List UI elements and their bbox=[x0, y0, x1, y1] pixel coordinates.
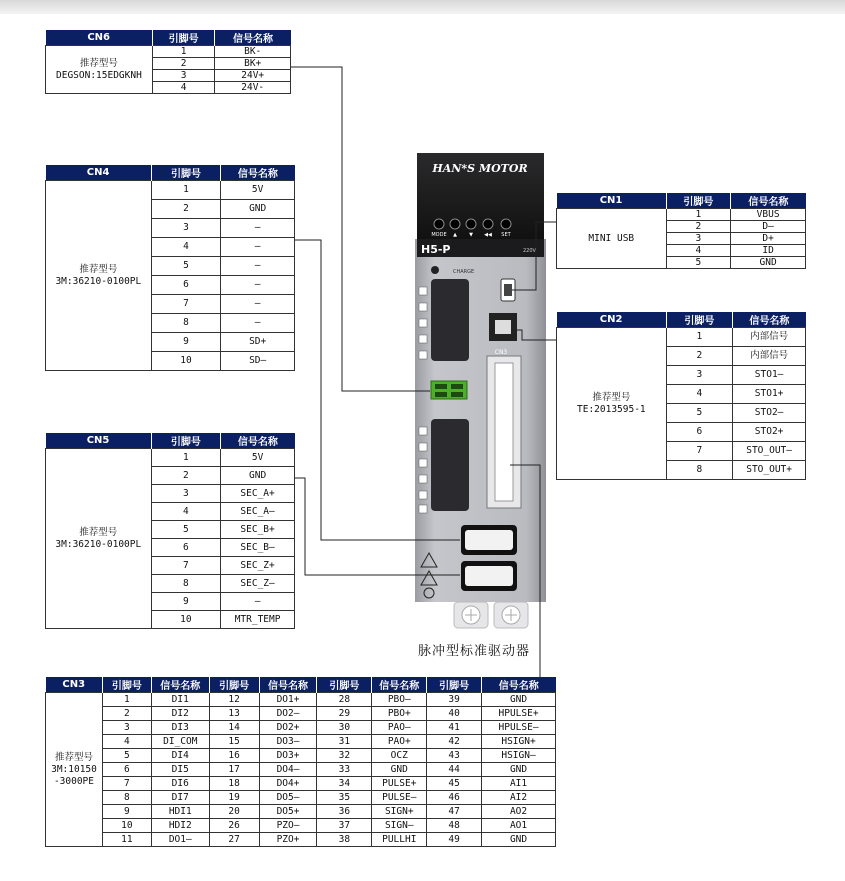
signal-name-cell: – bbox=[221, 238, 295, 257]
cn3-leader-line bbox=[510, 465, 540, 677]
pin-number-cell: 3 bbox=[152, 70, 215, 82]
pin-number-cell: 4 bbox=[666, 385, 733, 404]
pin-number-cell: 27 bbox=[209, 833, 259, 847]
signal-name-cell: 24V+ bbox=[215, 70, 291, 82]
signal-name-cell: DO2– bbox=[259, 707, 317, 721]
signal-name-cell: 5V bbox=[221, 449, 295, 467]
signal-name-cell: STO1+ bbox=[733, 385, 806, 404]
signal-name-cell: AO1 bbox=[482, 819, 556, 833]
model-name: MINI USB bbox=[588, 232, 635, 244]
signal-name-cell: HSIGN– bbox=[482, 749, 556, 763]
signal-name-cell: DI6 bbox=[151, 777, 209, 791]
cn6-name-header: CN6 bbox=[46, 30, 153, 46]
pin-header: 引脚号 bbox=[666, 193, 731, 209]
pin-number-cell: 41 bbox=[427, 721, 482, 735]
signal-name-cell: GND bbox=[482, 763, 556, 777]
pin-number-cell: 1 bbox=[666, 209, 731, 221]
pin-number-cell: 32 bbox=[317, 749, 372, 763]
signal-name-cell: D+ bbox=[731, 233, 806, 245]
signal-name-cell: SEC_B– bbox=[221, 539, 295, 557]
pin-number-cell: 8 bbox=[151, 575, 221, 593]
signal-header: 信号名称 bbox=[482, 677, 556, 693]
drive-caption: 脉冲型标准驱动器 bbox=[418, 644, 531, 659]
cn5-leader-line bbox=[295, 478, 460, 575]
signal-name-cell: STO_OUT+ bbox=[733, 461, 806, 480]
pin-number-cell: 38 bbox=[317, 833, 372, 847]
pin-number-cell: 15 bbox=[209, 735, 259, 749]
pin-number-cell: 8 bbox=[102, 791, 151, 805]
pin-number-cell: 40 bbox=[427, 707, 482, 721]
set-button-label: SET bbox=[501, 232, 511, 238]
signal-name-cell: 内部信号 bbox=[733, 347, 806, 366]
pin-number-cell: 19 bbox=[209, 791, 259, 805]
pin-number-cell: 34 bbox=[317, 777, 372, 791]
signal-name-cell: STO2– bbox=[733, 404, 806, 423]
pin-header: 引脚号 bbox=[151, 165, 221, 181]
signal-name-cell: VBUS bbox=[731, 209, 806, 221]
signal-name-cell: GND bbox=[221, 467, 295, 485]
pin-number-cell: 3 bbox=[151, 485, 221, 503]
pin-number-cell: 36 bbox=[317, 805, 372, 819]
cn1-leader-line bbox=[512, 222, 556, 290]
signal-name-cell: SEC_A– bbox=[221, 503, 295, 521]
pin-number-cell: 5 bbox=[666, 257, 731, 269]
pin-number-cell: 2 bbox=[102, 707, 151, 721]
signal-name-cell: HDI2 bbox=[151, 819, 209, 833]
model-prefix: 推荐型号 bbox=[79, 57, 118, 69]
signal-name-cell: PZO– bbox=[259, 819, 317, 833]
pin-number-cell: 9 bbox=[151, 333, 221, 352]
signal-name-cell: SEC_Z+ bbox=[221, 557, 295, 575]
signal-name-cell: DI7 bbox=[151, 791, 209, 805]
cn3-name-header: CN3 bbox=[46, 677, 103, 693]
pin-number-cell: 2 bbox=[151, 200, 221, 219]
pin-number-cell: 1 bbox=[666, 328, 733, 347]
up-button-label: ▲ bbox=[453, 232, 457, 238]
pin-number-cell: 3 bbox=[666, 366, 733, 385]
pin-number-cell: 1 bbox=[102, 693, 151, 707]
pin-number-cell: 47 bbox=[427, 805, 482, 819]
pin-number-cell: 8 bbox=[151, 314, 221, 333]
pin-number-cell: 9 bbox=[151, 593, 221, 611]
pin-number-cell: 1 bbox=[152, 46, 215, 58]
signal-name-cell: SEC_A+ bbox=[221, 485, 295, 503]
pin-header: 引脚号 bbox=[102, 677, 151, 693]
model-prefix: 推荐型号 bbox=[592, 391, 631, 403]
signal-name-cell: – bbox=[221, 276, 295, 295]
pin-number-cell: 33 bbox=[317, 763, 372, 777]
pin-number-cell: 28 bbox=[317, 693, 372, 707]
signal-name-cell: DO1+ bbox=[259, 693, 317, 707]
pin-number-cell: 10 bbox=[151, 352, 221, 371]
signal-name-cell: – bbox=[221, 295, 295, 314]
pin-number-cell: 39 bbox=[427, 693, 482, 707]
pin-number-cell: 17 bbox=[209, 763, 259, 777]
model-prefix: 推荐型号 bbox=[79, 263, 118, 275]
pin-number-cell: 4 bbox=[666, 245, 731, 257]
pin-number-cell: 9 bbox=[102, 805, 151, 819]
signal-name-cell: DI4 bbox=[151, 749, 209, 763]
signal-name-cell: AO2 bbox=[482, 805, 556, 819]
signal-name-cell: HPULSE+ bbox=[482, 707, 556, 721]
signal-name-cell: 5V bbox=[221, 181, 295, 200]
drive-brand-label: HAN*S MOTOR bbox=[432, 162, 528, 175]
signal-name-cell: AI1 bbox=[482, 777, 556, 791]
signal-name-cell: GND bbox=[372, 763, 427, 777]
pin-number-cell: 3 bbox=[151, 219, 221, 238]
pin-number-cell: 1 bbox=[151, 181, 221, 200]
signal-name-cell: SEC_B+ bbox=[221, 521, 295, 539]
pin-number-cell: 2 bbox=[666, 347, 733, 366]
pin-number-cell: 7 bbox=[151, 295, 221, 314]
pin-header: 引脚号 bbox=[152, 30, 215, 46]
pin-number-cell: 8 bbox=[666, 461, 733, 480]
pin-number-cell: 29 bbox=[317, 707, 372, 721]
signal-header: 信号名称 bbox=[151, 677, 209, 693]
shift-button-label: ◀◀ bbox=[484, 232, 492, 238]
model-prefix: 推荐型号 bbox=[79, 526, 118, 538]
signal-name-cell: DI5 bbox=[151, 763, 209, 777]
pin-number-cell: 2 bbox=[152, 58, 215, 70]
pin-number-cell: 5 bbox=[102, 749, 151, 763]
pin-number-cell: 7 bbox=[151, 557, 221, 575]
cn4-leader-line bbox=[295, 240, 460, 540]
cn4-name-header: CN4 bbox=[46, 165, 152, 181]
cn1-name-header: CN1 bbox=[557, 193, 667, 209]
down-button-label: ▼ bbox=[469, 232, 473, 238]
pin-number-cell: 6 bbox=[151, 276, 221, 295]
signal-name-cell: DO2+ bbox=[259, 721, 317, 735]
signal-name-cell: SD+ bbox=[221, 333, 295, 352]
signal-name-cell: GND bbox=[221, 200, 295, 219]
pin-number-cell: 6 bbox=[151, 539, 221, 557]
signal-name-cell: – bbox=[221, 257, 295, 276]
signal-name-cell: PZO+ bbox=[259, 833, 317, 847]
model-name: 3M:10150 bbox=[51, 763, 97, 775]
model-name: 3M:36210-0100PL bbox=[55, 538, 142, 550]
signal-name-cell: BK+ bbox=[215, 58, 291, 70]
pin-number-cell: 5 bbox=[151, 521, 221, 539]
pin-number-cell: 44 bbox=[427, 763, 482, 777]
signal-name-cell: DO3+ bbox=[259, 749, 317, 763]
signal-name-cell: DO5+ bbox=[259, 805, 317, 819]
model-name: DEGSON:15EDGKNH bbox=[56, 69, 142, 81]
signal-header: 信号名称 bbox=[731, 193, 806, 209]
signal-header: 信号名称 bbox=[733, 312, 806, 328]
pin-number-cell: 4 bbox=[102, 735, 151, 749]
pin-header: 引脚号 bbox=[151, 433, 221, 449]
pin-number-cell: 7 bbox=[102, 777, 151, 791]
pin-number-cell: 10 bbox=[102, 819, 151, 833]
pin-number-cell: 2 bbox=[666, 221, 731, 233]
signal-name-cell: STO1– bbox=[733, 366, 806, 385]
pin-number-cell: 4 bbox=[152, 82, 215, 94]
signal-name-cell: AI2 bbox=[482, 791, 556, 805]
pin-number-cell: 14 bbox=[209, 721, 259, 735]
drive-model-label: H5-P bbox=[421, 243, 451, 256]
pin-number-cell: 1 bbox=[151, 449, 221, 467]
drive-voltage-label: 220V bbox=[523, 248, 536, 254]
pin-number-cell: 13 bbox=[209, 707, 259, 721]
signal-name-cell: D– bbox=[731, 221, 806, 233]
pin-number-cell: 2 bbox=[151, 467, 221, 485]
pin-number-cell: 31 bbox=[317, 735, 372, 749]
model-name: TE:2013595-1 bbox=[577, 403, 646, 415]
pin-number-cell: 7 bbox=[666, 442, 733, 461]
pin-number-cell: 3 bbox=[102, 721, 151, 735]
signal-header: 信号名称 bbox=[372, 677, 427, 693]
signal-name-cell: 内部信号 bbox=[733, 328, 806, 347]
signal-name-cell: STO2+ bbox=[733, 423, 806, 442]
pin-number-cell: 18 bbox=[209, 777, 259, 791]
pin-header: 引脚号 bbox=[317, 677, 372, 693]
cn2-leader-line bbox=[512, 330, 556, 340]
pin-number-cell: 30 bbox=[317, 721, 372, 735]
pin-number-cell: 16 bbox=[209, 749, 259, 763]
signal-name-cell: GND bbox=[482, 693, 556, 707]
pin-number-cell: 46 bbox=[427, 791, 482, 805]
signal-header: 信号名称 bbox=[221, 433, 295, 449]
signal-name-cell: STO_OUT– bbox=[733, 442, 806, 461]
signal-name-cell: DO1– bbox=[151, 833, 209, 847]
signal-name-cell: DO4+ bbox=[259, 777, 317, 791]
pin-number-cell: 11 bbox=[102, 833, 151, 847]
pin-number-cell: 5 bbox=[151, 257, 221, 276]
signal-name-cell: – bbox=[221, 314, 295, 333]
charge-label: CHARGE bbox=[453, 269, 475, 275]
pin-header: 引脚号 bbox=[666, 312, 733, 328]
signal-name-cell: GND bbox=[731, 257, 806, 269]
signal-name-cell: – bbox=[221, 219, 295, 238]
signal-name-cell: GND bbox=[482, 833, 556, 847]
signal-name-cell: OCZ bbox=[372, 749, 427, 763]
signal-name-cell: HPULSE– bbox=[482, 721, 556, 735]
signal-name-cell: DI1 bbox=[151, 693, 209, 707]
signal-name-cell: SD– bbox=[221, 352, 295, 371]
cn6-leader-line bbox=[291, 67, 430, 391]
model-prefix: 推荐型号 bbox=[54, 751, 93, 763]
signal-name-cell: HDI1 bbox=[151, 805, 209, 819]
signal-name-cell: SIGN– bbox=[372, 819, 427, 833]
signal-name-cell: DI2 bbox=[151, 707, 209, 721]
pin-number-cell: 10 bbox=[151, 611, 221, 629]
signal-name-cell: DO3– bbox=[259, 735, 317, 749]
pin-number-cell: 20 bbox=[209, 805, 259, 819]
signal-name-cell: ID bbox=[731, 245, 806, 257]
model-name: 3M:36210-0100PL bbox=[55, 275, 142, 287]
signal-header: 信号名称 bbox=[259, 677, 317, 693]
signal-name-cell: DO5– bbox=[259, 791, 317, 805]
pin-number-cell: 4 bbox=[151, 503, 221, 521]
cn2-name-header: CN2 bbox=[557, 312, 667, 328]
signal-name-cell: DI3 bbox=[151, 721, 209, 735]
signal-name-cell: PULSE– bbox=[372, 791, 427, 805]
signal-name-cell: DO4– bbox=[259, 763, 317, 777]
mode-button-label: MODE bbox=[431, 232, 447, 238]
signal-name-cell: PAO– bbox=[372, 721, 427, 735]
pin-number-cell: 5 bbox=[666, 404, 733, 423]
pin-number-cell: 49 bbox=[427, 833, 482, 847]
pin-header: 引脚号 bbox=[209, 677, 259, 693]
signal-name-cell: 24V- bbox=[215, 82, 291, 94]
pin-number-cell: 43 bbox=[427, 749, 482, 763]
pin-number-cell: 45 bbox=[427, 777, 482, 791]
pin-number-cell: 26 bbox=[209, 819, 259, 833]
signal-name-cell: PULSE+ bbox=[372, 777, 427, 791]
signal-name-cell: PBO+ bbox=[372, 707, 427, 721]
pin-number-cell: 4 bbox=[151, 238, 221, 257]
signal-name-cell: SEC_Z– bbox=[221, 575, 295, 593]
pin-number-cell: 12 bbox=[209, 693, 259, 707]
cn3-port-label: CN3 bbox=[494, 349, 508, 356]
signal-name-cell: – bbox=[221, 593, 295, 611]
signal-name-cell: DI_COM bbox=[151, 735, 209, 749]
signal-name-cell: SIGN+ bbox=[372, 805, 427, 819]
pin-number-cell: 37 bbox=[317, 819, 372, 833]
pin-number-cell: 35 bbox=[317, 791, 372, 805]
signal-name-cell: HSIGN+ bbox=[482, 735, 556, 749]
pin-number-cell: 48 bbox=[427, 819, 482, 833]
pin-number-cell: 6 bbox=[102, 763, 151, 777]
signal-header: 信号名称 bbox=[215, 30, 291, 46]
pin-number-cell: 3 bbox=[666, 233, 731, 245]
cn5-name-header: CN5 bbox=[46, 433, 152, 449]
signal-name-cell: BK- bbox=[215, 46, 291, 58]
pin-number-cell: 42 bbox=[427, 735, 482, 749]
signal-name-cell: PAO+ bbox=[372, 735, 427, 749]
signal-header: 信号名称 bbox=[221, 165, 295, 181]
pin-header: 引脚号 bbox=[427, 677, 482, 693]
model-name: -3000PE bbox=[53, 775, 94, 787]
signal-name-cell: MTR_TEMP bbox=[221, 611, 295, 629]
pin-number-cell: 6 bbox=[666, 423, 733, 442]
signal-name-cell: PBO– bbox=[372, 693, 427, 707]
signal-name-cell: PULLHI bbox=[372, 833, 427, 847]
